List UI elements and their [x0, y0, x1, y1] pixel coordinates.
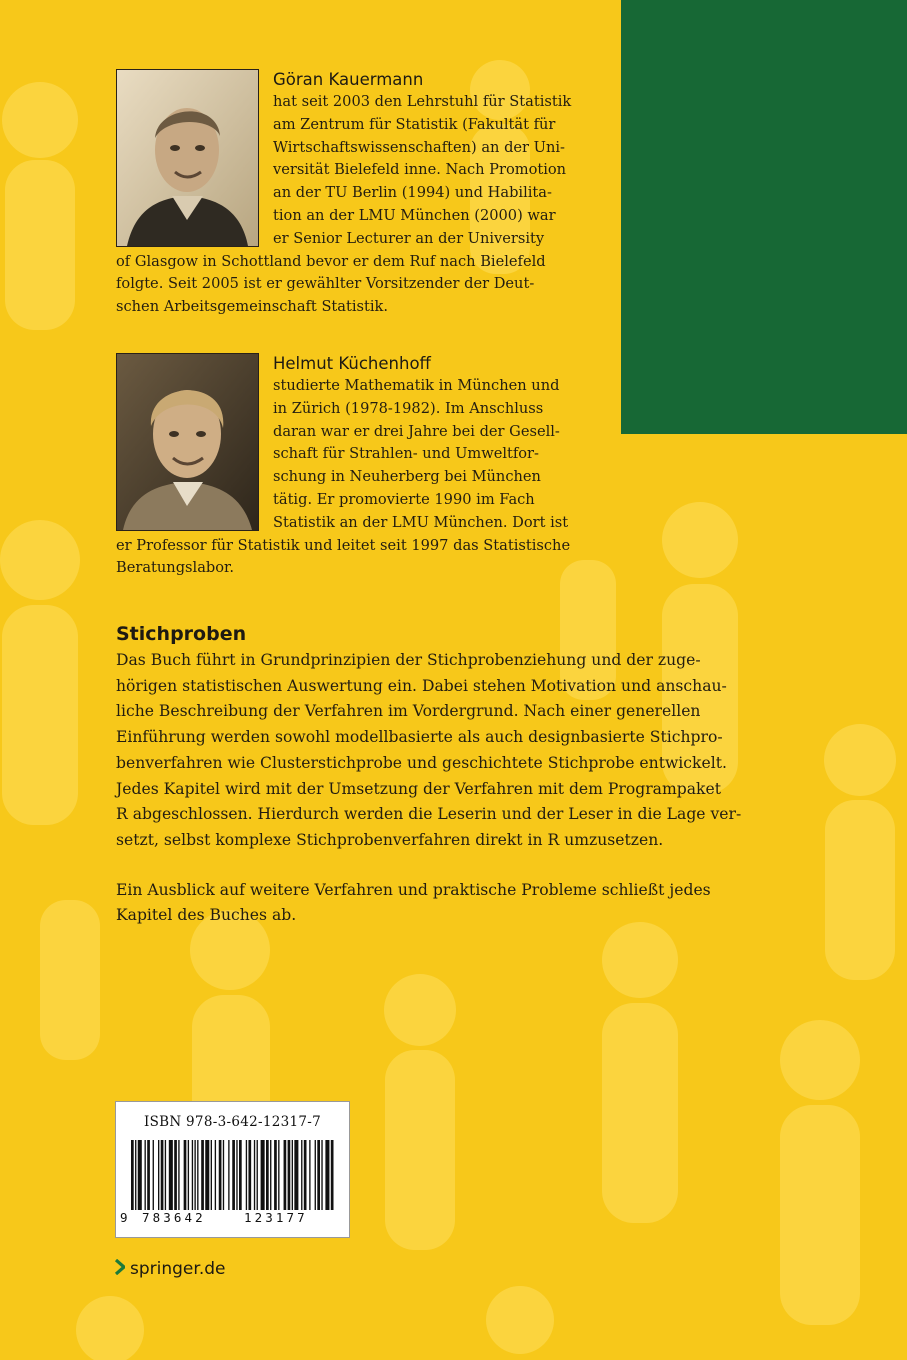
barcode-bar — [236, 1140, 237, 1210]
barcode-bar — [135, 1140, 136, 1210]
barcode-bar — [138, 1140, 142, 1210]
barcode-bar — [248, 1140, 251, 1210]
barcode-bar — [309, 1140, 310, 1210]
barcode-bar — [315, 1140, 316, 1210]
author-kuechenhoff — [116, 353, 606, 580]
barcode-bar — [274, 1140, 277, 1210]
author-photo-kauermann — [116, 69, 259, 247]
barcode-bar — [161, 1140, 164, 1210]
publisher-link[interactable] — [115, 1256, 225, 1282]
barcode-bar — [270, 1140, 271, 1210]
barcode-digit-group: 123177 — [244, 1210, 308, 1225]
author-name: Helmut Küchenhoff — [273, 354, 431, 373]
barcode-bar — [145, 1140, 146, 1210]
barcode-bar — [147, 1140, 150, 1210]
chevron-right-icon — [115, 1259, 125, 1280]
barcode-bar — [192, 1140, 193, 1210]
barcode-digits — [116, 1210, 349, 1226]
barcode-bar — [219, 1140, 222, 1210]
barcode-bar — [223, 1140, 224, 1210]
green-color-block — [621, 0, 907, 434]
barcode-bar — [188, 1140, 189, 1210]
book-summary — [116, 621, 816, 929]
barcode-bar — [254, 1140, 255, 1210]
barcode-bar — [325, 1140, 329, 1210]
barcode-bar — [184, 1140, 187, 1210]
barcode-digit-group: 783642 — [142, 1210, 206, 1225]
isbn-label: ISBN 978-3-642-12317-7 — [143, 1114, 322, 1130]
barcode-bar — [201, 1140, 204, 1210]
author-name: Göran Kauermann — [273, 70, 424, 89]
barcode-bar — [228, 1140, 229, 1210]
barcode-bar — [165, 1140, 166, 1210]
barcode-bar — [194, 1140, 195, 1210]
barcode-bar — [317, 1140, 320, 1210]
barcode-bar — [153, 1140, 154, 1210]
barcode-graphic — [131, 1140, 334, 1210]
barcode-bar — [197, 1140, 198, 1210]
summary-paragraph: Das Buch führt in Grundprinzipien der Stichprobenziehung und der zuge- hörigen statistischen Auswertung ein. Dabei stehen Motivation und anschau- liche Beschreibung der Verfahren im Vordergrund. Nach einer generellen Einführung werden sowohl modellbasierte als auch designbasierte Stichpro- benverfahren wie Clusterstichprobe und geschichtete Stichprobe entwickelt. Jedes Kapitel wird mit der Umsetzung der Verfahren mit dem Programpaket R abgeschlossen. Hierdurch werden die Leserin und der Leser in die Lage ver- setzt, selbst komplexe Stichprobenverfahren direkt in R umzusetzen. — [116, 651, 742, 849]
summary-paragraph: Ein Ausblick auf weitere Verfahren und praktische Probleme schließt jedes Kapitel des Buches ab. — [116, 880, 711, 925]
barcode-bar — [169, 1140, 173, 1210]
barcode-bar — [304, 1140, 307, 1210]
barcode-bar — [331, 1140, 334, 1210]
barcode-bar — [294, 1140, 298, 1210]
barcode-bar — [178, 1140, 179, 1210]
author-bio: studierte Mathematik in München und in Zürich (1978-1982). Im Anschluss daran war er drei Jahre bei der Gesell- schaft für Strahlen- und Umweltfor- schung in Neuherberg bei München tätig. Er promovierte 1990 im Fach Statistik an der LMU München. Dort ist er Professor für Statistik und leitet seit 1997 das Statistische Beratungslabor. — [116, 377, 571, 577]
barcode-bar — [232, 1140, 235, 1210]
barcode-bar — [158, 1140, 159, 1210]
barcode-bar — [284, 1140, 287, 1210]
barcode-bar — [266, 1140, 269, 1210]
publisher-url: springer.de — [130, 1259, 226, 1279]
barcode-bar — [321, 1140, 322, 1210]
isbn-barcode-box — [115, 1101, 350, 1238]
barcode-bar — [131, 1140, 134, 1210]
barcode-bar — [257, 1140, 258, 1210]
barcode-bar — [261, 1140, 265, 1210]
barcode-bar — [239, 1140, 242, 1210]
barcode-bar — [205, 1140, 209, 1210]
author-photo-kuechenhoff — [116, 353, 259, 531]
barcode-bar — [211, 1140, 212, 1210]
barcode-bar — [288, 1140, 291, 1210]
barcode-digit-first: 9 — [120, 1210, 128, 1225]
barcode-bar — [292, 1140, 293, 1210]
summary-title: Stichproben — [116, 623, 247, 645]
barcode-bar — [215, 1140, 216, 1210]
barcode-bar — [278, 1140, 279, 1210]
barcode-bar — [174, 1140, 177, 1210]
author-bio: hat seit 2003 den Lehrstuhl für Statistik am Zentrum für Statistik (Fakultät für Wirtschaftswissenschaften) an der Uni- versität Bielefeld inne. Nach Promotion an der TU Berlin (1994) und Habilita- tion an der LMU München (2000) war er Senior Lecturer an der University of Glasgow in Schottland bevor er dem Ruf nach Bielefeld folgte. Seit 2005 ist er gewählter Vorsitzender der Deut- schen Arbeitsgemeinschaft Statistik. — [116, 93, 572, 316]
barcode-bar — [301, 1140, 302, 1210]
barcode-bar — [246, 1140, 247, 1210]
author-kauermann — [116, 69, 606, 319]
